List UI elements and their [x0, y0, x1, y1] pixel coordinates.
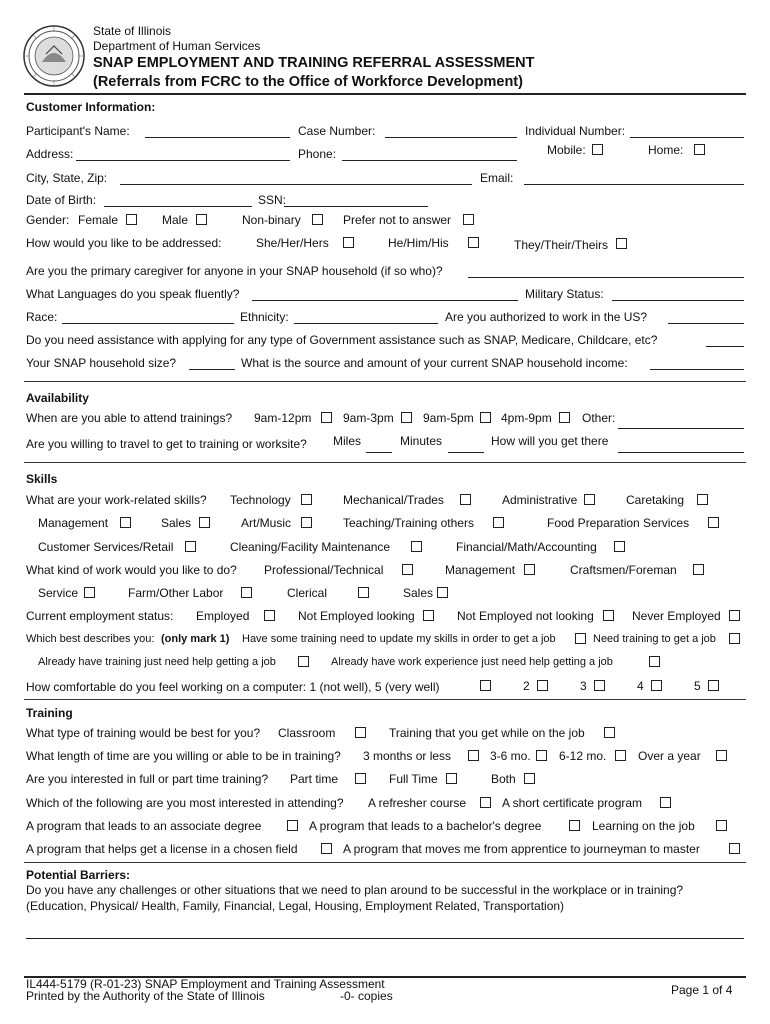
other-time-field[interactable]: [618, 428, 744, 429]
he-label: He/Him/His: [388, 236, 449, 250]
work-kind-label: What kind of work would you like to do?: [26, 563, 237, 577]
associate-checkbox[interactable]: [287, 820, 298, 831]
other-time-label: Other:: [582, 411, 616, 425]
clerical-checkbox[interactable]: [358, 587, 369, 598]
never-employed-checkbox[interactable]: [729, 610, 740, 621]
participant-name-label: Participant's Name:: [26, 124, 130, 138]
form-number: IL444-5179 (R-01-23) SNAP Employment and Training Assessment: [26, 977, 385, 991]
cleaning-checkbox[interactable]: [411, 541, 422, 552]
comfort-1-checkbox[interactable]: [480, 680, 491, 691]
associate-label: A program that leads to an associate degree: [26, 819, 262, 833]
already-experience-label: Already have work experience just need help getting a job: [331, 656, 613, 668]
comfort-5-checkbox[interactable]: [708, 680, 719, 691]
barriers-answer-field[interactable]: [26, 938, 744, 939]
length-over-year-checkbox[interactable]: [716, 750, 727, 761]
mechanical-label: Mechanical/Trades: [343, 493, 444, 507]
caregiver-field[interactable]: [468, 277, 744, 278]
apprentice-checkbox[interactable]: [729, 843, 740, 854]
male-checkbox[interactable]: [196, 214, 207, 225]
she-label: She/Her/Hers: [256, 236, 329, 250]
comfort-3-label: 3: [580, 679, 587, 693]
interest-label: Which of the following are you most interested in attending?: [26, 796, 344, 810]
work-skills-label: What are your work-related skills?: [26, 493, 207, 507]
mechanical-checkbox[interactable]: [460, 494, 471, 505]
certificate-label: A short certificate program: [502, 796, 643, 810]
art-music-label: Art/Music: [241, 516, 292, 530]
mobile-label: Mobile:: [547, 143, 586, 157]
comfort-4-checkbox[interactable]: [651, 680, 662, 691]
dob-label: Date of Birth:: [26, 193, 97, 207]
craftsmen-checkbox[interactable]: [693, 564, 704, 575]
nonbinary-label: Non-binary: [242, 213, 301, 227]
administrative-label: Administrative: [502, 493, 578, 507]
length-over-year-label: Over a year: [638, 749, 701, 763]
individual-number-label: Individual Number:: [525, 124, 626, 138]
learning-on-job-label: Learning on the job: [592, 819, 695, 833]
form-subtitle: (Referrals from FCRC to the Office of Workforce Development): [93, 74, 523, 90]
comfort-5-label: 5: [694, 679, 701, 693]
dob-field[interactable]: [104, 206, 252, 207]
barriers-question: Do you have any challenges or other situations that we need to plan around to be successful in the workplace or in training?: [26, 883, 684, 897]
form-title: SNAP EMPLOYMENT AND TRAINING REFERRAL ASSESSMENT: [93, 55, 535, 71]
income-label: What is the source and amount of your current SNAP household income:: [241, 356, 628, 370]
prefer-not-label: Prefer not to answer: [343, 213, 452, 227]
not-employed-not-looking-checkbox[interactable]: [603, 610, 614, 621]
update-skills-checkbox[interactable]: [575, 633, 586, 644]
full-part-label: Are you interested in full or part time training?: [26, 772, 269, 786]
refresher-checkbox[interactable]: [480, 797, 491, 808]
he-checkbox[interactable]: [468, 237, 479, 248]
race-label: Race:: [26, 310, 58, 324]
caregiver-label: Are you the primary caregiver for anyone in your SNAP household (if so who)?: [26, 264, 443, 278]
home-checkbox[interactable]: [694, 144, 705, 155]
service-checkbox[interactable]: [84, 587, 95, 598]
time-9-12-checkbox[interactable]: [321, 412, 332, 423]
printed-by: Printed by the Authority of the State of Illinois: [26, 989, 265, 1003]
race-field[interactable]: [62, 323, 234, 324]
gender-label: Gender:: [26, 213, 70, 227]
availability-heading: Availability: [26, 391, 89, 405]
management-label: Management: [38, 516, 109, 530]
employment-status-label: Current employment status:: [26, 609, 174, 623]
caretaking-checkbox[interactable]: [697, 494, 708, 505]
caretaking-label: Caretaking: [626, 493, 685, 507]
financial-label: Financial/Math/Accounting: [456, 540, 597, 554]
they-label: They/Their/Theirs: [514, 238, 609, 252]
employed-label: Employed: [196, 609, 250, 623]
ssn-label: SSN:: [258, 193, 287, 207]
management-checkbox[interactable]: [120, 517, 131, 528]
computer-comfort-label: How comfortable do you feel working on a computer: 1 (not well), 5 (very well): [26, 680, 440, 694]
not-employed-looking-checkbox[interactable]: [423, 610, 434, 621]
household-size-field[interactable]: [189, 369, 235, 370]
miles-field[interactable]: [366, 452, 392, 453]
sales-checkbox[interactable]: [199, 517, 210, 528]
department-name: Department of Human Services: [93, 39, 261, 53]
license-checkbox[interactable]: [321, 843, 332, 854]
email-field[interactable]: [524, 184, 744, 185]
address-field[interactable]: [76, 160, 290, 161]
transport-field[interactable]: [618, 452, 744, 453]
customer-info-heading: Customer Information:: [26, 100, 156, 114]
pronouns-label: How would you like to be addressed:: [26, 236, 222, 250]
household-size-label: Your SNAP household size?: [26, 356, 177, 370]
state-name: State of Illinois: [93, 24, 172, 38]
mobile-checkbox[interactable]: [592, 144, 603, 155]
case-number-field[interactable]: [385, 137, 517, 138]
not-employed-looking-label: Not Employed looking: [298, 609, 415, 623]
address-label: Address:: [26, 147, 74, 161]
bachelor-checkbox[interactable]: [569, 820, 580, 831]
food-prep-label: Food Preparation Services: [547, 516, 690, 530]
sales-label: Sales: [161, 516, 192, 530]
technology-checkbox[interactable]: [301, 494, 312, 505]
military-label: Military Status:: [525, 287, 604, 301]
city-state-zip-field[interactable]: [120, 184, 472, 185]
authorized-field[interactable]: [668, 323, 744, 324]
length-3-6-label: 3-6 mo.: [490, 749, 531, 763]
farm-label: Farm/Other Labor: [128, 586, 224, 600]
length-6-12-label: 6-12 mo.: [559, 749, 607, 763]
email-label: Email:: [480, 171, 514, 185]
apprentice-label: A program that moves me from apprentice to journeyman to master: [343, 842, 700, 856]
technology-label: Technology: [230, 493, 291, 507]
minutes-label: Minutes: [400, 434, 443, 448]
military-field[interactable]: [612, 300, 744, 301]
comfort-3-checkbox[interactable]: [594, 680, 605, 691]
training-length-label: What length of time are you willing or able to be in training?: [26, 749, 341, 763]
she-checkbox[interactable]: [343, 237, 354, 248]
already-training-checkbox[interactable]: [298, 656, 309, 667]
part-time-label: Part time: [290, 772, 339, 786]
ethnicity-field[interactable]: [294, 323, 438, 324]
languages-field[interactable]: [252, 300, 518, 301]
length-3mo-label: 3 months or less: [363, 749, 452, 763]
copies: -0- copies: [340, 989, 393, 1003]
comfort-2-checkbox[interactable]: [537, 680, 548, 691]
nonbinary-checkbox[interactable]: [312, 214, 323, 225]
employed-checkbox[interactable]: [264, 610, 275, 621]
clerical-label: Clerical: [287, 586, 328, 600]
craftsmen-label: Craftsmen/Foreman: [570, 563, 677, 577]
home-label: Home:: [648, 143, 684, 157]
barriers-examples: (Education, Physical/ Health, Family, Financial, Legal, Housing, Employment Related, Transportation): [26, 899, 565, 913]
financial-checkbox[interactable]: [614, 541, 625, 552]
length-3mo-checkbox[interactable]: [468, 750, 479, 761]
management-work-label: Management: [445, 563, 516, 577]
license-label: A program that helps get a license in a chosen field: [26, 842, 298, 856]
on-job-checkbox[interactable]: [604, 727, 615, 738]
assistance-field[interactable]: [706, 346, 744, 347]
they-checkbox[interactable]: [616, 238, 627, 249]
training-heading: Training: [26, 706, 73, 720]
already-experience-checkbox[interactable]: [649, 656, 660, 667]
travel-label: Are you willing to travel to get to training or worksite?: [26, 437, 307, 451]
prefer-not-checkbox[interactable]: [463, 214, 474, 225]
female-checkbox[interactable]: [126, 214, 137, 225]
full-time-label: Full Time: [389, 772, 438, 786]
female-label: Female: [78, 213, 119, 227]
teaching-label: Teaching/Training others: [343, 516, 474, 530]
case-number-label: Case Number:: [298, 124, 376, 138]
individual-number-field[interactable]: [630, 137, 744, 138]
male-label: Male: [162, 213, 189, 227]
city-state-zip-label: City, State, Zip:: [26, 171, 108, 185]
customer-service-label: Customer Services/Retail: [38, 540, 174, 554]
classroom-checkbox[interactable]: [355, 727, 366, 738]
need-training-checkbox[interactable]: [729, 633, 740, 644]
time-9-3-label: 9am-3pm: [343, 411, 394, 425]
length-3-6-checkbox[interactable]: [536, 750, 547, 761]
service-label: Service: [38, 586, 79, 600]
both-checkbox[interactable]: [524, 773, 535, 784]
miles-label: Miles: [333, 434, 362, 448]
time-9-3-checkbox[interactable]: [401, 412, 412, 423]
administrative-checkbox[interactable]: [584, 494, 595, 505]
time-9-12-label: 9am-12pm: [254, 411, 312, 425]
transport-label: How will you get there: [491, 434, 609, 448]
not-employed-not-looking-label: Not Employed not looking: [457, 609, 594, 623]
full-time-checkbox[interactable]: [446, 773, 457, 784]
professional-checkbox[interactable]: [402, 564, 413, 575]
certificate-checkbox[interactable]: [660, 797, 671, 808]
phone-field[interactable]: [342, 160, 517, 161]
only-one-note: (only mark 1): [161, 633, 230, 645]
describes-label: Which best describes you:: [26, 633, 155, 645]
food-prep-checkbox[interactable]: [708, 517, 719, 528]
management-work-checkbox[interactable]: [524, 564, 535, 575]
phone-label: Phone:: [298, 147, 337, 161]
authorized-label: Are you authorized to work in the US?: [445, 310, 648, 324]
length-6-12-checkbox[interactable]: [615, 750, 626, 761]
already-training-label: Already have training just need help getting a job: [38, 656, 276, 668]
time-4-9-label: 4pm-9pm: [501, 411, 552, 425]
languages-label: What Languages do you speak fluently?: [26, 287, 240, 301]
participant-name-field[interactable]: [145, 137, 290, 138]
need-training-label: Need training to get a job: [593, 633, 716, 645]
refresher-label: A refresher course: [368, 796, 467, 810]
time-4-9-checkbox[interactable]: [559, 412, 570, 423]
page-number: Page 1 of 4: [671, 983, 733, 997]
sales-work-label: Sales: [403, 586, 434, 600]
professional-label: Professional/Technical: [264, 563, 384, 577]
learning-on-job-checkbox[interactable]: [716, 820, 727, 831]
cleaning-label: Cleaning/Facility Maintenance: [230, 540, 391, 554]
state-seal-logo: [22, 24, 86, 88]
assistance-label: Do you need assistance with applying for any type of Government assistance such as SNAP, Medicare, Childcare, etc?: [26, 333, 658, 347]
teaching-checkbox[interactable]: [493, 517, 504, 528]
training-type-label: What type of training would be best for you?: [26, 726, 261, 740]
ssn-field[interactable]: [284, 206, 428, 207]
barriers-heading: Potential Barriers:: [26, 868, 131, 882]
time-9-5-label: 9am-5pm: [423, 411, 474, 425]
sales-work-checkbox[interactable]: [437, 587, 448, 598]
part-time-checkbox[interactable]: [355, 773, 366, 784]
update-skills-label: Have some training need to update my skills in order to get a job: [242, 633, 556, 645]
farm-checkbox[interactable]: [241, 587, 252, 598]
never-employed-label: Never Employed: [632, 609, 721, 623]
attend-trainings-label: When are you able to attend trainings?: [26, 411, 233, 425]
income-field[interactable]: [650, 369, 744, 370]
ethnicity-label: Ethnicity:: [240, 310, 289, 324]
classroom-label: Classroom: [278, 726, 336, 740]
comfort-4-label: 4: [637, 679, 644, 693]
customer-service-checkbox[interactable]: [185, 541, 196, 552]
skills-heading: Skills: [26, 472, 58, 486]
bachelor-label: A program that leads to a bachelor's degree: [309, 819, 542, 833]
minutes-field[interactable]: [448, 452, 484, 453]
both-label: Both: [491, 772, 516, 786]
art-music-checkbox[interactable]: [301, 517, 312, 528]
comfort-2-label: 2: [523, 679, 530, 693]
on-job-label: Training that you get while on the job: [389, 726, 585, 740]
time-9-5-checkbox[interactable]: [480, 412, 491, 423]
